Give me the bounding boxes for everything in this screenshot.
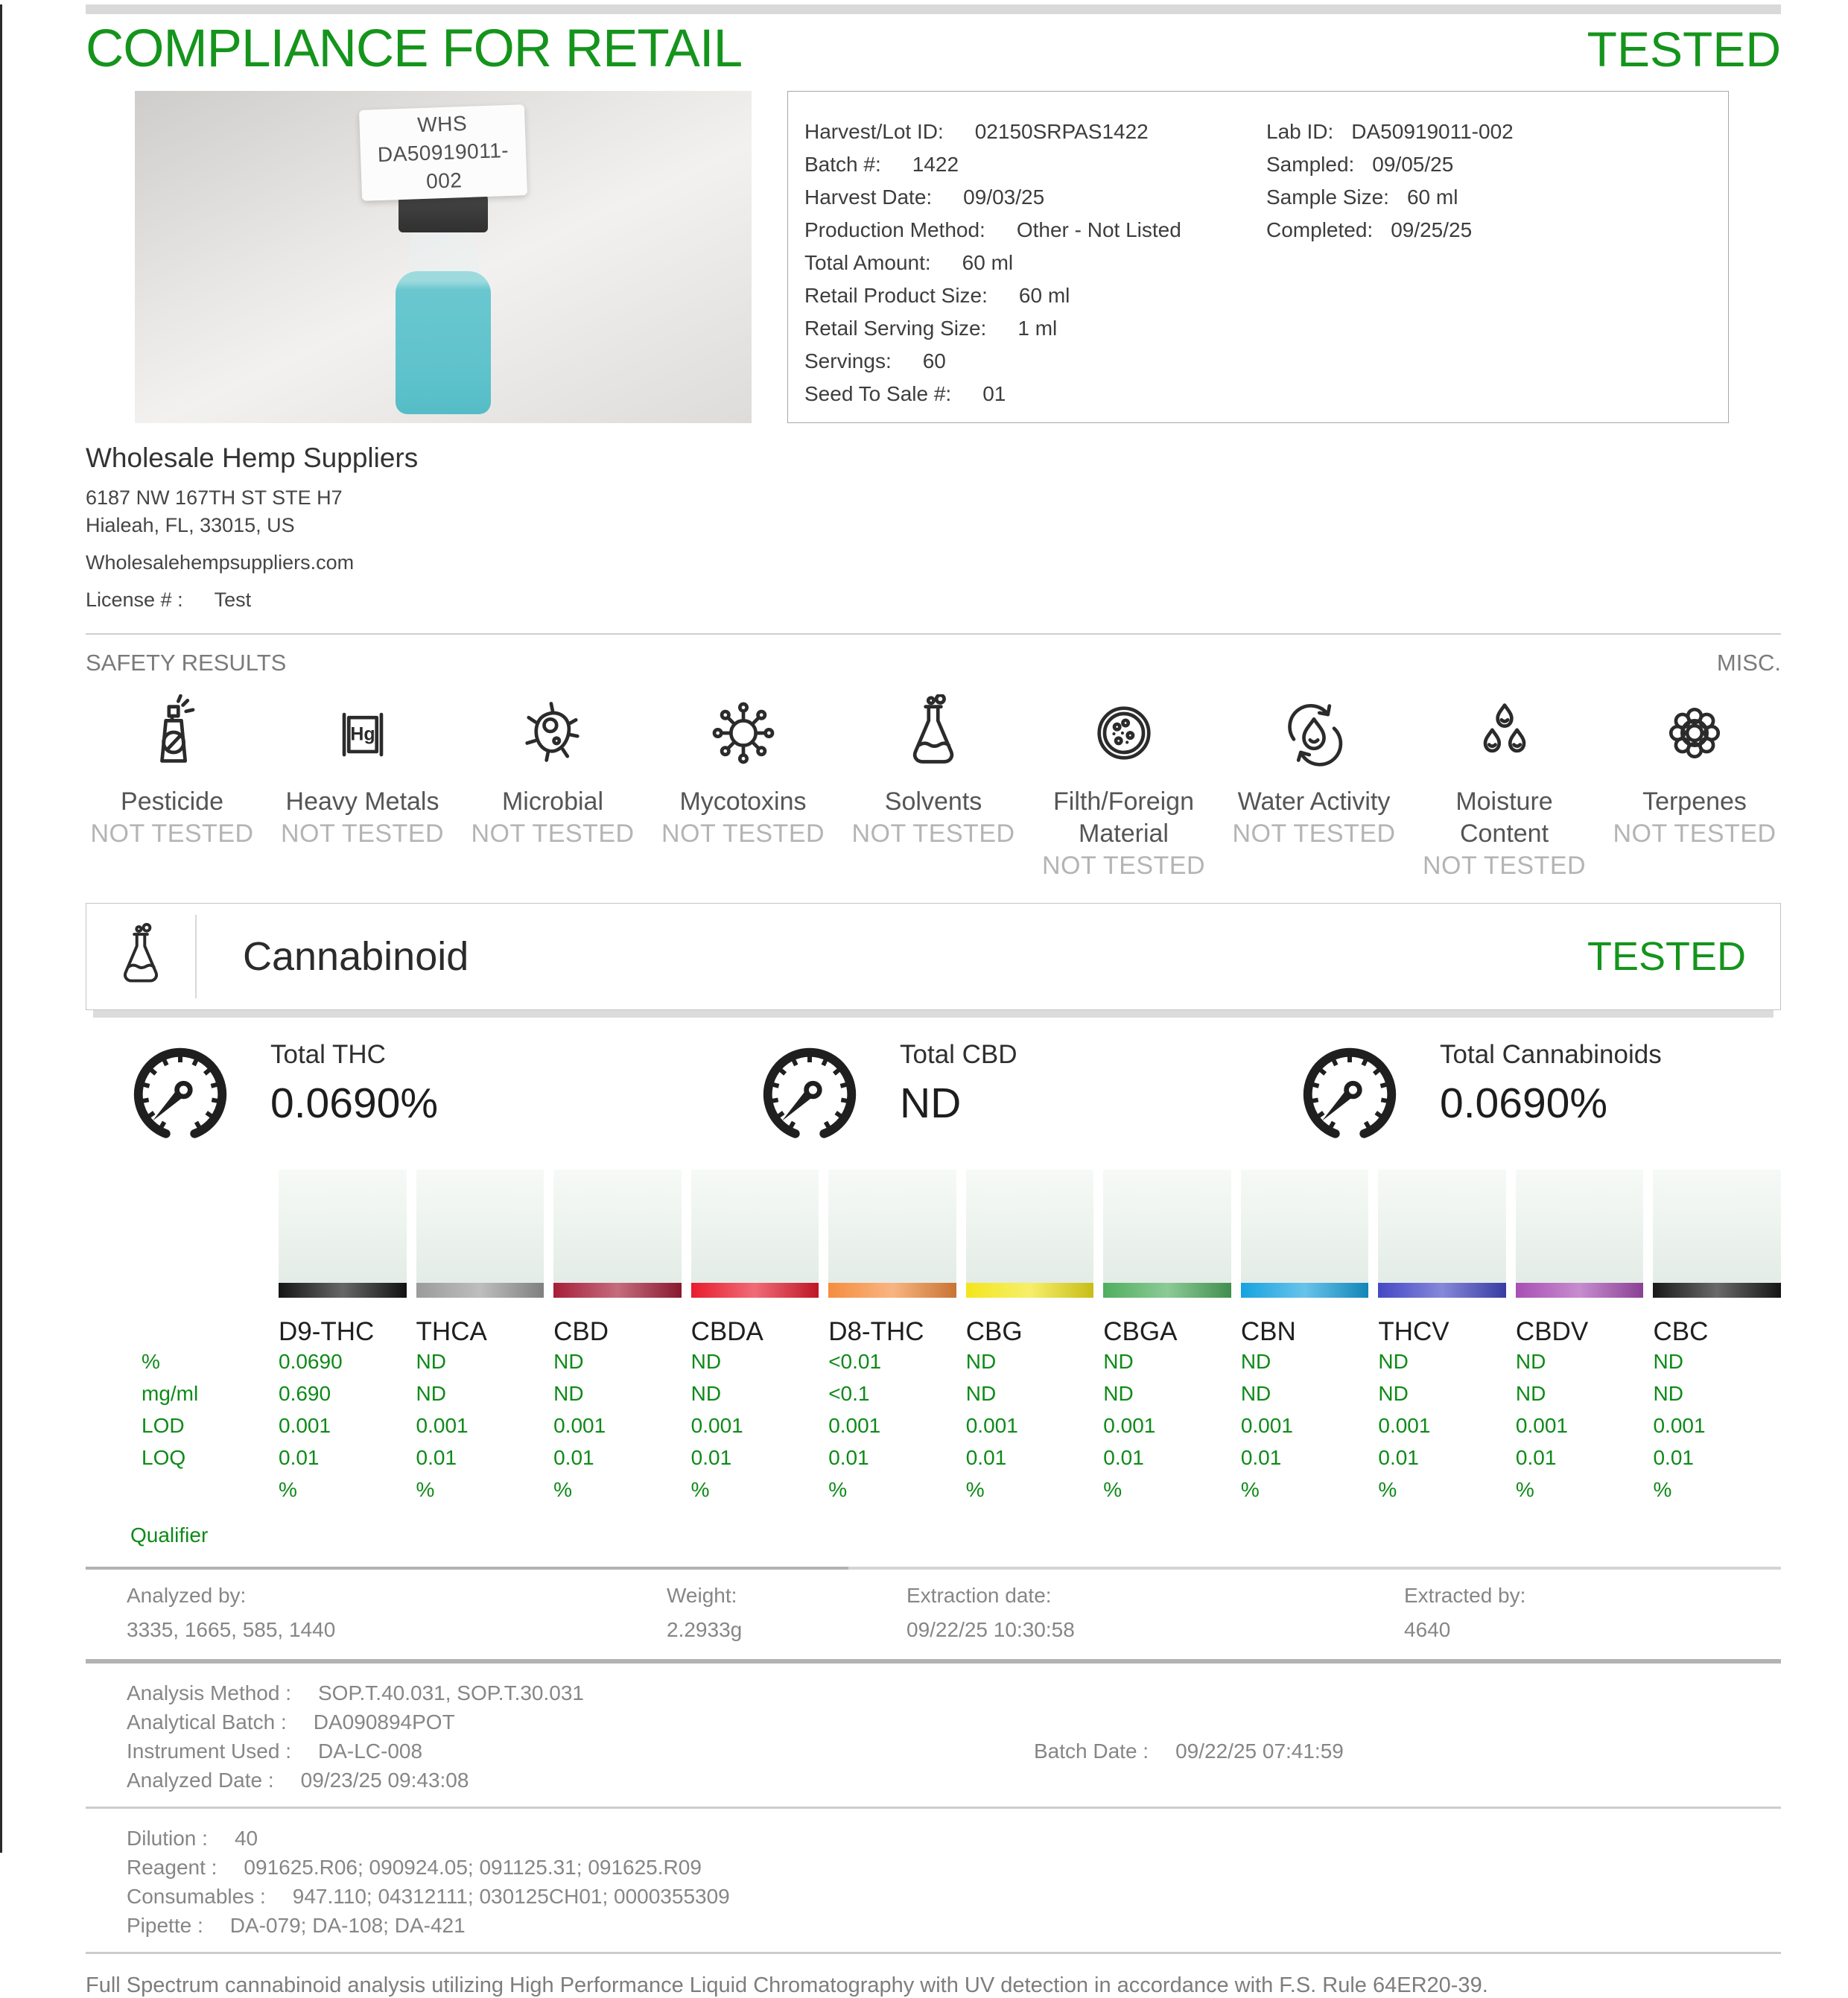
cannabinoid-status-badge: TESTED [1587, 934, 1746, 979]
analyte-pct: ND [690, 1350, 722, 1373]
analyte-column-cbda [691, 1170, 819, 1556]
safety-item-water-activity [1228, 694, 1400, 882]
bottle-body [396, 271, 491, 414]
bar-color-strip [1241, 1283, 1369, 1298]
filth-foreign-material-icon [1085, 694, 1163, 772]
analyte-name: THCV [1378, 1317, 1449, 1346]
safety-item-name: Pesticide [121, 787, 223, 816]
safety-results-section [86, 650, 1781, 882]
report-header [86, 19, 1781, 79]
sample-info-right-column [1266, 115, 1728, 247]
analyte-column-cbdv [1516, 1170, 1644, 1556]
analyte-unit: % [965, 1478, 985, 1501]
analyte-bar [1378, 1170, 1506, 1298]
analyte-mgml: ND [1653, 1382, 1683, 1405]
microbial-icon [514, 694, 591, 772]
analyte-column-d8-thc [828, 1170, 956, 1556]
sample-overview-section [86, 91, 1781, 423]
gauge-total-cbd [751, 1037, 1291, 1147]
analyte-bar [691, 1170, 819, 1298]
analyte-lod: 0.001 [553, 1414, 606, 1437]
safety-item-name: Water Activity [1237, 787, 1391, 816]
analyte-loq: 0.01 [1515, 1446, 1557, 1469]
water-activity-icon [1275, 694, 1353, 772]
analyte-name: CBD [553, 1317, 609, 1346]
method-footnote: Full Spectrum cannabinoid analysis utilizing High Performance Liquid Chromatography with UV detection in accordance with F.S. Rule 64ER20-39. [86, 1973, 1488, 1997]
analyte-lod: 0.001 [1240, 1414, 1293, 1437]
analyte-column-cbg [966, 1170, 1094, 1556]
info-row: Batch #: 1422 [804, 153, 959, 176]
gauge-value: 0.0690% [270, 1079, 439, 1127]
analyzed-date-row: Analyzed Date : 09/23/25 09:43:08 [127, 1769, 469, 1792]
analyte-column-cbc [1653, 1170, 1781, 1556]
analyte-unit: % [553, 1478, 572, 1501]
analyte-loq: 0.01 [1653, 1446, 1694, 1469]
safety-item-name: Mycotoxins [679, 787, 807, 816]
safety-item-name: Moisture Content [1455, 787, 1553, 848]
bottle-neck [406, 229, 480, 276]
analyte-name: CBN [1240, 1317, 1296, 1346]
gauge-label: Total THC [270, 1040, 386, 1069]
analyte-bar [279, 1170, 407, 1298]
flask-icon [108, 916, 174, 998]
company-website: Wholesalehempsuppliers.com [86, 551, 355, 574]
bar-color-strip [1103, 1283, 1231, 1298]
analyte-lod: 0.001 [690, 1414, 743, 1437]
row-label-qualifier: Qualifier [130, 1523, 209, 1547]
bar-color-strip [691, 1283, 819, 1298]
analyte-pct: ND [553, 1350, 584, 1373]
sample-info-left-column [804, 115, 1266, 410]
info-row: Completed: 09/25/25 [1266, 218, 1473, 241]
analyte-column-thca [416, 1170, 544, 1556]
gauge-total-thc [121, 1037, 751, 1147]
analyte-mgml: ND [1515, 1382, 1546, 1405]
analyte-mgml: ND [1103, 1382, 1134, 1405]
reagent-row: Reagent : 091625.R06; 090924.05; 091125.31; 091625.R09 [127, 1856, 702, 1879]
mycotoxins-icon [705, 694, 782, 772]
misc-label: MISC. [1716, 650, 1781, 676]
section-divider [86, 1659, 1781, 1664]
safety-item-name: Solvents [884, 787, 982, 816]
gauge-icon [1291, 1037, 1409, 1147]
analytical-batch-row: Analytical Batch : DA090894POT [127, 1710, 455, 1734]
compliance-report-page [2, 4, 1848, 1998]
gauge-label: Total CBD [900, 1040, 1017, 1069]
analyte-column-d9-thc [279, 1170, 407, 1556]
summary-extraction-date: Extraction date: 09/22/25 10:30:58 [906, 1584, 1075, 1641]
analysis-method-row: Analysis Method : SOP.T.40.031, SOP.T.30.031 [127, 1681, 584, 1704]
safety-item-name: Terpenes [1642, 787, 1747, 816]
analyte-name: THCA [416, 1317, 487, 1346]
analyte-pct: ND [965, 1350, 997, 1373]
analyte-unit: % [416, 1478, 435, 1501]
analyte-unit: % [1378, 1478, 1397, 1501]
analyte-lod: 0.001 [965, 1414, 1018, 1437]
analyte-unit: % [828, 1478, 848, 1501]
safety-item-status: NOT TESTED [280, 819, 445, 848]
pipette-row: Pipette : DA-079; DA-108; DA-421 [127, 1914, 466, 1937]
analysis-method-block [86, 1678, 1781, 1795]
svg-text:Hg: Hg [349, 723, 375, 745]
analyte-loq: 0.01 [553, 1446, 594, 1469]
bar-color-strip [416, 1283, 544, 1298]
analyte-lod: 0.001 [279, 1414, 331, 1437]
analyte-column-cbn [1241, 1170, 1369, 1556]
analyte-pct: ND [1378, 1350, 1409, 1373]
terpenes-icon [1656, 694, 1733, 772]
safety-item-mycotoxins [657, 694, 830, 882]
safety-item-status: NOT TESTED [1613, 819, 1776, 848]
analyte-mgml: ND [690, 1382, 722, 1405]
info-row: Seed To Sale #: 01 [804, 382, 1006, 405]
analyte-bar [1241, 1170, 1369, 1298]
row-label-pct: % [142, 1350, 160, 1373]
gauge-icon [121, 1037, 239, 1147]
analyte-unit: % [1103, 1478, 1123, 1501]
analyte-unit: % [1653, 1478, 1672, 1501]
cannabinoid-title: Cannabinoid [243, 934, 469, 979]
batch-date: Batch Date : 09/22/25 07:41:59 [1034, 1739, 1344, 1763]
analyte-pct: ND [1240, 1350, 1271, 1373]
analyte-mgml: ND [416, 1382, 446, 1405]
analyte-bar [553, 1170, 682, 1298]
safety-item-solvents [847, 694, 1020, 882]
top-divider [86, 4, 1781, 14]
gauge-text [270, 1037, 438, 1128]
safety-item-heavy-metals [276, 694, 449, 882]
analyte-mgml: ND [553, 1382, 584, 1405]
info-row: Harvest/Lot ID: 02150SRPAS1422 [804, 120, 1149, 143]
analyte-bar [1516, 1170, 1644, 1298]
cannabinoid-results-table [86, 1170, 1781, 1556]
company-name: Wholesale Hemp Suppliers [86, 443, 419, 473]
report-status-badge: TESTED [1587, 22, 1781, 77]
safety-item-name: Microbial [501, 787, 604, 816]
section-divider [86, 1952, 1781, 1954]
section-divider [86, 1807, 1781, 1809]
analyte-bar [1653, 1170, 1781, 1298]
row-label-mgml: mg/ml [142, 1382, 199, 1405]
analyte-pct: 0.0690 [279, 1350, 343, 1373]
totals-gauges-row [86, 1037, 1781, 1147]
company-info [86, 443, 1781, 614]
flask-icon-wrap [86, 916, 195, 998]
safety-item-microbial [466, 694, 639, 882]
analyte-bar [1103, 1170, 1231, 1298]
gauge-icon [751, 1037, 869, 1147]
sample-label-line2: DA50919011-002 [377, 138, 509, 193]
gauge-total-cannabinoids [1291, 1037, 1781, 1147]
analyte-unit: % [279, 1478, 297, 1501]
info-row: Retail Serving Size: 1 ml [804, 317, 1058, 340]
bar-color-strip [553, 1283, 682, 1298]
bar-color-strip [279, 1283, 407, 1298]
analyte-pct: ND [1515, 1350, 1546, 1373]
consumables-row: Consumables : 947.110; 04312111; 030125CH01; 0000355309 [127, 1885, 730, 1908]
safety-items-row [86, 694, 1781, 882]
analyte-loq: 0.01 [965, 1446, 1007, 1469]
company-license-row: License # : Test [86, 589, 252, 611]
safety-item-status: NOT TESTED [90, 819, 254, 848]
box-shadow-strip [93, 1010, 1774, 1018]
gauge-text [900, 1037, 1017, 1128]
safety-item-status: NOT TESTED [1041, 851, 1206, 880]
info-row: Retail Product Size: 60 ml [804, 284, 1070, 307]
analyte-lod: 0.001 [1103, 1414, 1156, 1437]
page-title: COMPLIANCE FOR RETAIL [86, 19, 743, 78]
company-address-line2: Hialeah, FL, 33015, US [86, 514, 295, 536]
safety-item-name: Heavy Metals [285, 787, 439, 816]
summary-analyzed-by: Analyzed by: 3335, 1665, 585, 1440 [127, 1584, 336, 1641]
bar-color-strip [1516, 1283, 1644, 1298]
analyte-bar [416, 1170, 544, 1298]
analyte-name: CBDV [1515, 1317, 1589, 1346]
analyte-name: CBGA [1103, 1317, 1178, 1346]
safety-item-pesticide [86, 694, 258, 882]
safety-item-status: NOT TESTED [661, 819, 825, 848]
product-photo [135, 91, 752, 423]
analyte-mgml: ND [1378, 1382, 1409, 1405]
row-labels-column [86, 1170, 269, 1556]
analyte-lod: 0.001 [1378, 1414, 1431, 1437]
safety-item-name: Filth/Foreign Material [1053, 787, 1194, 848]
analyte-bar [828, 1170, 956, 1298]
gauge-value: ND [900, 1079, 962, 1127]
analyte-unit: % [690, 1478, 710, 1501]
section-divider [86, 1567, 1781, 1570]
analyte-lod: 0.001 [1653, 1414, 1706, 1437]
analyte-name: D8-THC [828, 1317, 924, 1346]
analyte-loq: 0.01 [828, 1446, 869, 1469]
analyte-pct: ND [1653, 1350, 1683, 1373]
section-divider [86, 633, 1781, 635]
info-row: Harvest Date: 09/03/25 [804, 185, 1045, 209]
solvents-icon [895, 694, 972, 772]
safety-item-status: NOT TESTED [1232, 819, 1396, 848]
safety-item-status: NOT TESTED [1422, 851, 1587, 880]
analysis-summary-row [86, 1583, 1781, 1643]
company-address-line1: 6187 NW 167TH ST STE H7 [86, 486, 343, 509]
gauge-label: Total Cannabinoids [1440, 1040, 1662, 1069]
analyte-mgml: <0.1 [828, 1382, 870, 1405]
analyte-loq: 0.01 [1103, 1446, 1144, 1469]
analyte-loq: 0.01 [1378, 1446, 1419, 1469]
gauge-value: 0.0690% [1440, 1079, 1608, 1127]
safety-item-filth [1038, 694, 1210, 882]
heavy-metals-icon [324, 694, 401, 772]
dilution-row: Dilution : 40 [127, 1827, 258, 1850]
row-label-lod: LOD [142, 1414, 185, 1437]
bar-color-strip [966, 1283, 1094, 1298]
bar-color-strip [1653, 1283, 1781, 1298]
summary-extracted-by: Extracted by: 4640 [1404, 1584, 1526, 1641]
safety-results-title: SAFETY RESULTS [86, 650, 287, 676]
analyte-column-thcv [1378, 1170, 1506, 1556]
gauge-text [1440, 1037, 1662, 1128]
safety-item-moisture [1418, 694, 1591, 882]
pesticide-icon [133, 694, 211, 772]
analyte-name: D9-THC [279, 1317, 375, 1346]
vertical-divider [195, 915, 197, 998]
bar-color-strip [828, 1283, 956, 1298]
analyte-pct: ND [416, 1350, 446, 1373]
analyte-column-cbd [553, 1170, 682, 1556]
info-row: Production Method: Other - Not Listed [804, 218, 1181, 241]
preparation-block [86, 1824, 1781, 1940]
analyte-lod: 0.001 [828, 1414, 881, 1437]
info-row: Sampled: 09/05/25 [1266, 153, 1454, 176]
bar-color-strip [1378, 1283, 1506, 1298]
sample-label [359, 104, 527, 201]
analyte-bar [966, 1170, 1094, 1298]
sample-label-line1: WHS [416, 111, 468, 137]
moisture-content-icon [1466, 694, 1543, 772]
info-row: Lab ID: DA50919011-002 [1266, 120, 1514, 143]
safety-results-header [86, 650, 1781, 676]
sample-info-box [787, 91, 1729, 423]
analyte-unit: % [1240, 1478, 1260, 1501]
analyte-lod: 0.001 [416, 1414, 469, 1437]
info-row: Servings: 60 [804, 349, 946, 372]
analyte-loq: 0.01 [690, 1446, 732, 1469]
analyte-unit: % [1515, 1478, 1534, 1501]
summary-weight: Weight: 2.2933g [667, 1584, 743, 1641]
analyte-mgml: ND [965, 1382, 997, 1405]
instrument-row: Instrument Used : DA-LC-008 Batch Date : 09/22/25 07:41:59 [127, 1737, 1781, 1766]
analyte-loq: 0.01 [279, 1446, 320, 1469]
analyte-pct: <0.01 [828, 1350, 882, 1373]
info-row: Sample Size: 60 ml [1266, 185, 1458, 209]
analyte-loq: 0.01 [1240, 1446, 1282, 1469]
analyte-pct: ND [1103, 1350, 1134, 1373]
safety-item-status: NOT TESTED [471, 819, 635, 848]
cannabinoid-section-header [86, 903, 1781, 1010]
analyte-loq: 0.01 [416, 1446, 457, 1469]
analyte-name: CBC [1653, 1317, 1709, 1346]
row-label-loq: LOQ [142, 1446, 186, 1469]
info-row: Total Amount: 60 ml [804, 251, 1014, 274]
safety-item-terpenes [1608, 694, 1781, 882]
analyte-column-cbga [1103, 1170, 1231, 1556]
analyte-lod: 0.001 [1515, 1414, 1568, 1437]
analyte-mgml: 0.690 [279, 1382, 331, 1405]
analyte-name: CBG [965, 1317, 1023, 1346]
analyte-mgml: ND [1240, 1382, 1271, 1405]
analyte-name: CBDA [690, 1317, 763, 1346]
safety-item-status: NOT TESTED [851, 819, 1015, 848]
